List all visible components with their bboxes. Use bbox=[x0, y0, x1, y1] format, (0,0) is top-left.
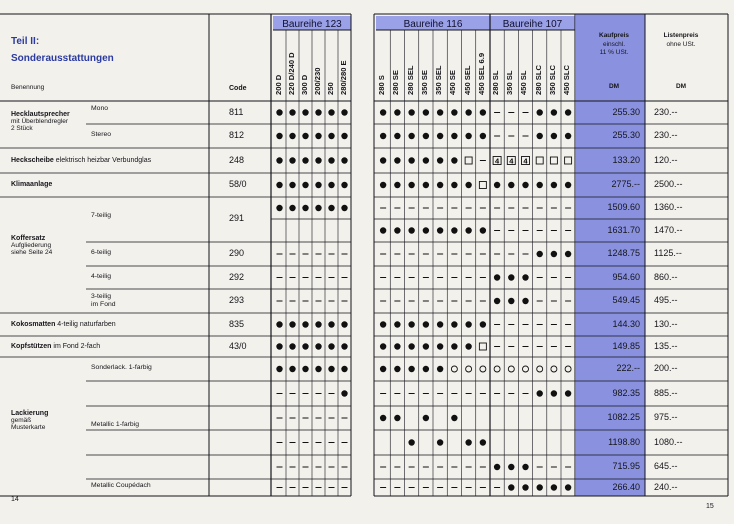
kaufpreis-value: 954.60 bbox=[612, 271, 640, 282]
boxed-four-label: 4 bbox=[509, 156, 514, 166]
filled-dot-icon bbox=[276, 321, 282, 327]
filled-dot-icon bbox=[394, 415, 400, 421]
listenpreis-sub: ohne USt. bbox=[666, 41, 696, 48]
filled-dot-icon bbox=[328, 109, 334, 115]
filled-dot-icon bbox=[522, 484, 528, 490]
filled-dot-icon bbox=[289, 366, 295, 372]
filled-dot-icon bbox=[341, 321, 347, 327]
listenpreis-value: 860.-- bbox=[654, 271, 678, 282]
kaufpreis-sub2: 11 % USt. bbox=[599, 49, 629, 56]
row-option: Mono bbox=[91, 105, 109, 112]
filled-dot-icon bbox=[341, 157, 347, 163]
filled-dot-icon bbox=[394, 157, 400, 163]
listenpreis-unit: DM bbox=[675, 83, 687, 90]
filled-dot-icon bbox=[465, 439, 471, 445]
filled-dot-icon bbox=[341, 133, 347, 139]
filled-dot-icon bbox=[394, 109, 400, 115]
listenpreis-value: 1470.-- bbox=[654, 224, 683, 235]
filled-dot-icon bbox=[315, 109, 321, 115]
filled-dot-icon bbox=[423, 157, 429, 163]
filled-dot-icon bbox=[289, 205, 295, 211]
model-label: 280 SLC bbox=[533, 65, 543, 95]
row-option: 4-teilig bbox=[91, 272, 112, 280]
listenpreis-value: 240.-- bbox=[654, 481, 678, 492]
row-code: 58/0 bbox=[229, 179, 247, 189]
kaufpreis-value: 2775.-- bbox=[611, 179, 640, 189]
filled-dot-icon bbox=[315, 182, 321, 188]
filled-dot-icon bbox=[494, 464, 500, 470]
filled-dot-icon bbox=[380, 157, 386, 163]
filled-dot-icon bbox=[341, 343, 347, 349]
filled-dot-icon bbox=[328, 157, 334, 163]
kaufpreis-value: 1509.60 bbox=[607, 202, 640, 212]
filled-dot-icon bbox=[276, 133, 282, 139]
filled-dot-icon bbox=[437, 321, 443, 327]
model-label: 280 SL bbox=[491, 70, 500, 95]
kaufpreis-value: 1631.70 bbox=[607, 224, 640, 235]
row-label-text: Kopfstützen bbox=[11, 342, 52, 350]
row-sub-label: gemäß bbox=[11, 417, 32, 424]
filled-dot-icon bbox=[437, 366, 443, 372]
filled-dot-icon bbox=[522, 298, 528, 304]
filled-dot-icon bbox=[508, 298, 514, 304]
listenpreis-value: 130.-- bbox=[654, 318, 678, 329]
filled-dot-icon bbox=[394, 182, 400, 188]
filled-dot-icon bbox=[302, 343, 308, 349]
row-label: Lackierung bbox=[11, 410, 49, 417]
filled-dot-icon bbox=[328, 343, 334, 349]
kaufpreis-value: 222.-- bbox=[616, 363, 640, 373]
filled-dot-icon bbox=[565, 390, 571, 396]
model-label: 450 SE bbox=[448, 70, 458, 95]
filled-dot-icon bbox=[394, 227, 400, 233]
filled-dot-icon bbox=[380, 415, 386, 421]
filled-dot-icon bbox=[408, 133, 414, 139]
kaufpreis-value: 1198.80 bbox=[608, 436, 640, 447]
filled-dot-icon bbox=[408, 321, 414, 327]
listenpreis-value: 1080.-- bbox=[654, 436, 683, 447]
open-circle-icon bbox=[480, 366, 486, 372]
filled-dot-icon bbox=[551, 251, 557, 257]
filled-dot-icon bbox=[565, 251, 571, 257]
filled-dot-icon bbox=[537, 133, 543, 139]
row-sub-label: mit Überblendregler bbox=[11, 118, 69, 125]
row-label bbox=[11, 343, 100, 350]
filled-dot-icon bbox=[522, 274, 528, 280]
filled-dot-icon bbox=[302, 157, 308, 163]
row-sub-label-2: siehe Seite 24 bbox=[11, 249, 53, 256]
row-code: 812 bbox=[229, 130, 245, 140]
filled-dot-icon bbox=[465, 109, 471, 115]
listenpreis-value: 1360.-- bbox=[654, 202, 683, 212]
filled-dot-icon bbox=[423, 366, 429, 372]
filled-dot-icon bbox=[408, 366, 414, 372]
page-number-left: 14 bbox=[11, 496, 19, 503]
filled-dot-icon bbox=[328, 366, 334, 372]
row-option-2: im Fond bbox=[91, 301, 116, 308]
filled-dot-icon bbox=[380, 182, 386, 188]
filled-dot-icon bbox=[465, 182, 471, 188]
filled-dot-icon bbox=[465, 321, 471, 327]
model-label: 280 SE bbox=[391, 70, 401, 95]
filled-dot-icon bbox=[480, 109, 486, 115]
filled-dot-icon bbox=[508, 484, 514, 490]
filled-dot-icon bbox=[315, 205, 321, 211]
filled-dot-icon bbox=[480, 133, 486, 139]
filled-dot-icon bbox=[480, 227, 486, 233]
filled-dot-icon bbox=[437, 343, 443, 349]
row-label-text: Heckscheibe bbox=[11, 156, 54, 164]
filled-dot-icon bbox=[289, 133, 295, 139]
kaufpreis-value: 1082.25 bbox=[607, 412, 640, 422]
open-circle-icon bbox=[508, 366, 514, 372]
open-circle-icon bbox=[451, 366, 457, 372]
filled-dot-icon bbox=[551, 133, 557, 139]
filled-dot-icon bbox=[494, 274, 500, 280]
filled-dot-icon bbox=[537, 109, 543, 115]
row-description: elektrisch heizbar Verbundglas bbox=[55, 156, 152, 164]
code-header: Code bbox=[229, 85, 247, 92]
filled-dot-icon bbox=[380, 321, 386, 327]
row-code: 293 bbox=[229, 295, 245, 305]
filled-dot-icon bbox=[551, 484, 557, 490]
filled-dot-icon bbox=[328, 182, 334, 188]
filled-dot-icon bbox=[423, 227, 429, 233]
kaufpreis-sub1: einschl. bbox=[602, 41, 626, 48]
row-label-text: Kokosmatten bbox=[11, 320, 56, 328]
filled-dot-icon bbox=[302, 182, 308, 188]
filled-dot-icon bbox=[380, 133, 386, 139]
filled-dot-icon bbox=[437, 157, 443, 163]
right-page bbox=[362, 0, 734, 524]
kaufpreis-unit: DM bbox=[608, 83, 620, 90]
filled-dot-icon bbox=[465, 227, 471, 233]
kaufpreis-value: 549.45 bbox=[612, 295, 640, 305]
filled-dot-icon bbox=[408, 439, 414, 445]
filled-dot-icon bbox=[565, 133, 571, 139]
filled-dot-icon bbox=[380, 366, 386, 372]
kaufpreis-value: 1248.75 bbox=[607, 248, 640, 258]
row-code: 291 bbox=[229, 213, 245, 223]
filled-dot-icon bbox=[328, 133, 334, 139]
filled-dot-icon bbox=[451, 321, 457, 327]
open-square-icon bbox=[565, 157, 572, 164]
open-circle-icon bbox=[551, 366, 557, 372]
model-label: 280/280 E bbox=[339, 60, 348, 95]
filled-dot-icon bbox=[537, 390, 543, 396]
listenpreis-value: 645.-- bbox=[654, 461, 678, 471]
filled-dot-icon bbox=[315, 366, 321, 372]
row-code: 292 bbox=[229, 271, 245, 282]
filled-dot-icon bbox=[341, 366, 347, 372]
filled-dot-icon bbox=[451, 343, 457, 349]
filled-dot-icon bbox=[276, 182, 282, 188]
listenpreis-value: 2500.-- bbox=[654, 179, 683, 189]
filled-dot-icon bbox=[302, 205, 308, 211]
row-option: 7-teilig bbox=[91, 212, 112, 219]
filled-dot-icon bbox=[423, 343, 429, 349]
kaufpreis-value: 266.40 bbox=[612, 481, 640, 492]
filled-dot-icon bbox=[508, 274, 514, 280]
model-label: 350 SLC bbox=[547, 65, 557, 95]
listenpreis-value: 200.-- bbox=[654, 363, 678, 373]
open-circle-icon bbox=[565, 366, 571, 372]
filled-dot-icon bbox=[437, 439, 443, 445]
filled-dot-icon bbox=[289, 343, 295, 349]
filled-dot-icon bbox=[451, 182, 457, 188]
open-square-icon bbox=[536, 157, 543, 164]
model-label: 300 D bbox=[300, 74, 309, 95]
group-header-107: Baureihe 107 bbox=[502, 19, 563, 30]
kaufpreis-value: 715.95 bbox=[612, 461, 640, 471]
filled-dot-icon bbox=[451, 109, 457, 115]
filled-dot-icon bbox=[423, 415, 429, 421]
row-code: 835 bbox=[229, 318, 245, 329]
filled-dot-icon bbox=[380, 109, 386, 115]
model-label: 200 D bbox=[274, 74, 283, 95]
kaufpreis-header: Kaufpreis bbox=[599, 32, 629, 39]
filled-dot-icon bbox=[437, 109, 443, 115]
model-label: 450 SEL 6.9 bbox=[476, 52, 486, 95]
kaufpreis-value: 144.30 bbox=[612, 318, 640, 329]
kaufpreis-value: 255.30 bbox=[612, 130, 640, 140]
model-label: 200/230 bbox=[313, 67, 322, 95]
listenpreis-value: 230.-- bbox=[654, 106, 678, 117]
filled-dot-icon bbox=[423, 321, 429, 327]
row-option: 3-teilig bbox=[91, 293, 112, 300]
filled-dot-icon bbox=[289, 182, 295, 188]
filled-dot-icon bbox=[451, 157, 457, 163]
filled-dot-icon bbox=[276, 109, 282, 115]
open-circle-icon bbox=[466, 366, 472, 372]
open-circle-icon bbox=[523, 366, 529, 372]
filled-dot-icon bbox=[408, 157, 414, 163]
filled-dot-icon bbox=[315, 321, 321, 327]
listenpreis-value: 1125.-- bbox=[654, 248, 682, 258]
section-label: Teil II: bbox=[11, 36, 40, 47]
listenpreis-value: 975.-- bbox=[654, 412, 678, 422]
filled-dot-icon bbox=[394, 133, 400, 139]
filled-dot-icon bbox=[508, 464, 514, 470]
group-header-116: Baureihe 116 bbox=[403, 19, 463, 30]
row-option: Sonderlack. 1-farbig bbox=[91, 364, 152, 371]
filled-dot-icon bbox=[408, 343, 414, 349]
filled-dot-icon bbox=[494, 298, 500, 304]
filled-dot-icon bbox=[302, 109, 308, 115]
model-label: 250 bbox=[326, 82, 335, 95]
filled-dot-icon bbox=[565, 109, 571, 115]
filled-dot-icon bbox=[522, 182, 528, 188]
row-option: Metallic Coupédach bbox=[91, 482, 151, 489]
filled-dot-icon bbox=[276, 366, 282, 372]
filled-dot-icon bbox=[341, 182, 347, 188]
filled-dot-icon bbox=[451, 227, 457, 233]
filled-dot-icon bbox=[276, 343, 282, 349]
filled-dot-icon bbox=[408, 182, 414, 188]
filled-dot-icon bbox=[341, 390, 347, 396]
filled-dot-icon bbox=[341, 109, 347, 115]
filled-dot-icon bbox=[451, 415, 457, 421]
filled-dot-icon bbox=[289, 321, 295, 327]
filled-dot-icon bbox=[302, 133, 308, 139]
filled-dot-icon bbox=[380, 343, 386, 349]
filled-dot-icon bbox=[289, 157, 295, 163]
row-sub-label-2: 2 Stück bbox=[11, 125, 33, 132]
row-label bbox=[11, 321, 116, 328]
filled-dot-icon bbox=[394, 366, 400, 372]
row-label: Klimaanlage bbox=[11, 181, 53, 188]
kaufpreis-value: 982.35 bbox=[612, 387, 640, 398]
filled-dot-icon bbox=[341, 205, 347, 211]
filled-dot-icon bbox=[437, 133, 443, 139]
filled-dot-icon bbox=[551, 390, 557, 396]
filled-dot-icon bbox=[408, 109, 414, 115]
row-code: 290 bbox=[229, 248, 245, 258]
filled-dot-icon bbox=[465, 343, 471, 349]
model-label: 280 SEL bbox=[405, 65, 415, 95]
page-title: Sonderausstattungen bbox=[11, 53, 114, 64]
filled-dot-icon bbox=[380, 227, 386, 233]
row-option: 6-teilig bbox=[91, 249, 112, 256]
filled-dot-icon bbox=[302, 321, 308, 327]
filled-dot-icon bbox=[276, 205, 282, 211]
filled-dot-icon bbox=[394, 321, 400, 327]
model-label: 350 SE bbox=[419, 70, 429, 95]
kaufpreis-value: 133.20 bbox=[612, 154, 640, 165]
filled-dot-icon bbox=[315, 157, 321, 163]
row-option: Stereo bbox=[91, 131, 112, 138]
listenpreis-value: 230.-- bbox=[654, 130, 678, 140]
filled-dot-icon bbox=[537, 484, 543, 490]
boxed-four-label: 4 bbox=[523, 156, 528, 166]
filled-dot-icon bbox=[551, 182, 557, 188]
filled-dot-icon bbox=[328, 205, 334, 211]
group-header-123: Baureihe 123 bbox=[282, 19, 342, 30]
listenpreis-header: Listenpreis bbox=[663, 32, 699, 39]
row-code: 43/0 bbox=[229, 340, 247, 351]
filled-dot-icon bbox=[480, 321, 486, 327]
page-number-right: 15 bbox=[706, 503, 714, 510]
filled-dot-icon bbox=[328, 321, 334, 327]
filled-dot-icon bbox=[423, 182, 429, 188]
filled-dot-icon bbox=[494, 182, 500, 188]
filled-dot-icon bbox=[315, 133, 321, 139]
model-label: 220 D/240 D bbox=[287, 52, 296, 95]
open-square-icon bbox=[479, 182, 486, 189]
filled-dot-icon bbox=[408, 227, 414, 233]
filled-dot-icon bbox=[480, 439, 486, 445]
filled-dot-icon bbox=[289, 109, 295, 115]
filled-dot-icon bbox=[522, 464, 528, 470]
row-label: Hecklautsprecher bbox=[11, 111, 70, 118]
filled-dot-icon bbox=[437, 227, 443, 233]
row-code: 811 bbox=[229, 106, 244, 117]
listenpreis-value: 135.-- bbox=[654, 340, 678, 351]
listenpreis-value: 495.-- bbox=[654, 295, 678, 305]
row-label bbox=[11, 157, 151, 164]
filled-dot-icon bbox=[276, 157, 282, 163]
row-description: 4-teilig naturfarben bbox=[57, 320, 116, 328]
row-option: Metallic 1-farbig bbox=[91, 421, 139, 428]
kaufpreis-value: 149.85 bbox=[612, 340, 640, 351]
model-label: 450 SEL bbox=[462, 65, 472, 95]
filled-dot-icon bbox=[394, 343, 400, 349]
listenpreis-value: 885.-- bbox=[654, 387, 678, 398]
filled-dot-icon bbox=[565, 182, 571, 188]
benennung-header: Benennung bbox=[11, 84, 45, 91]
open-square-icon bbox=[550, 157, 557, 164]
boxed-four-label: 4 bbox=[495, 156, 500, 166]
filled-dot-icon bbox=[565, 484, 571, 490]
filled-dot-icon bbox=[423, 133, 429, 139]
model-label: 280 S bbox=[377, 75, 386, 95]
filled-dot-icon bbox=[315, 343, 321, 349]
filled-dot-icon bbox=[465, 133, 471, 139]
row-sub-label-2: Musterkarte bbox=[11, 424, 46, 431]
filled-dot-icon bbox=[451, 133, 457, 139]
model-label: 450 SLC bbox=[562, 65, 571, 95]
model-label: 450 SL bbox=[519, 70, 529, 95]
listenpreis-value: 120.-- bbox=[654, 154, 678, 165]
row-code: 248 bbox=[229, 154, 245, 165]
filled-dot-icon bbox=[423, 109, 429, 115]
kaufpreis-value: 255.30 bbox=[612, 106, 640, 117]
filled-dot-icon bbox=[551, 109, 557, 115]
open-square-icon bbox=[465, 157, 472, 164]
row-label: Koffersatz bbox=[11, 235, 46, 242]
filled-dot-icon bbox=[537, 251, 543, 257]
model-label: 350 SL bbox=[505, 70, 515, 95]
left-page bbox=[0, 0, 362, 524]
row-description: im Fond 2-fach bbox=[53, 342, 101, 350]
filled-dot-icon bbox=[537, 182, 543, 188]
row-sub-label: Aufgliederung bbox=[11, 242, 52, 249]
open-circle-icon bbox=[537, 366, 543, 372]
filled-dot-icon bbox=[437, 182, 443, 188]
filled-dot-icon bbox=[302, 366, 308, 372]
model-label: 350 SEL bbox=[434, 65, 443, 95]
open-circle-icon bbox=[494, 366, 500, 372]
open-square-icon bbox=[479, 343, 486, 350]
filled-dot-icon bbox=[508, 182, 514, 188]
